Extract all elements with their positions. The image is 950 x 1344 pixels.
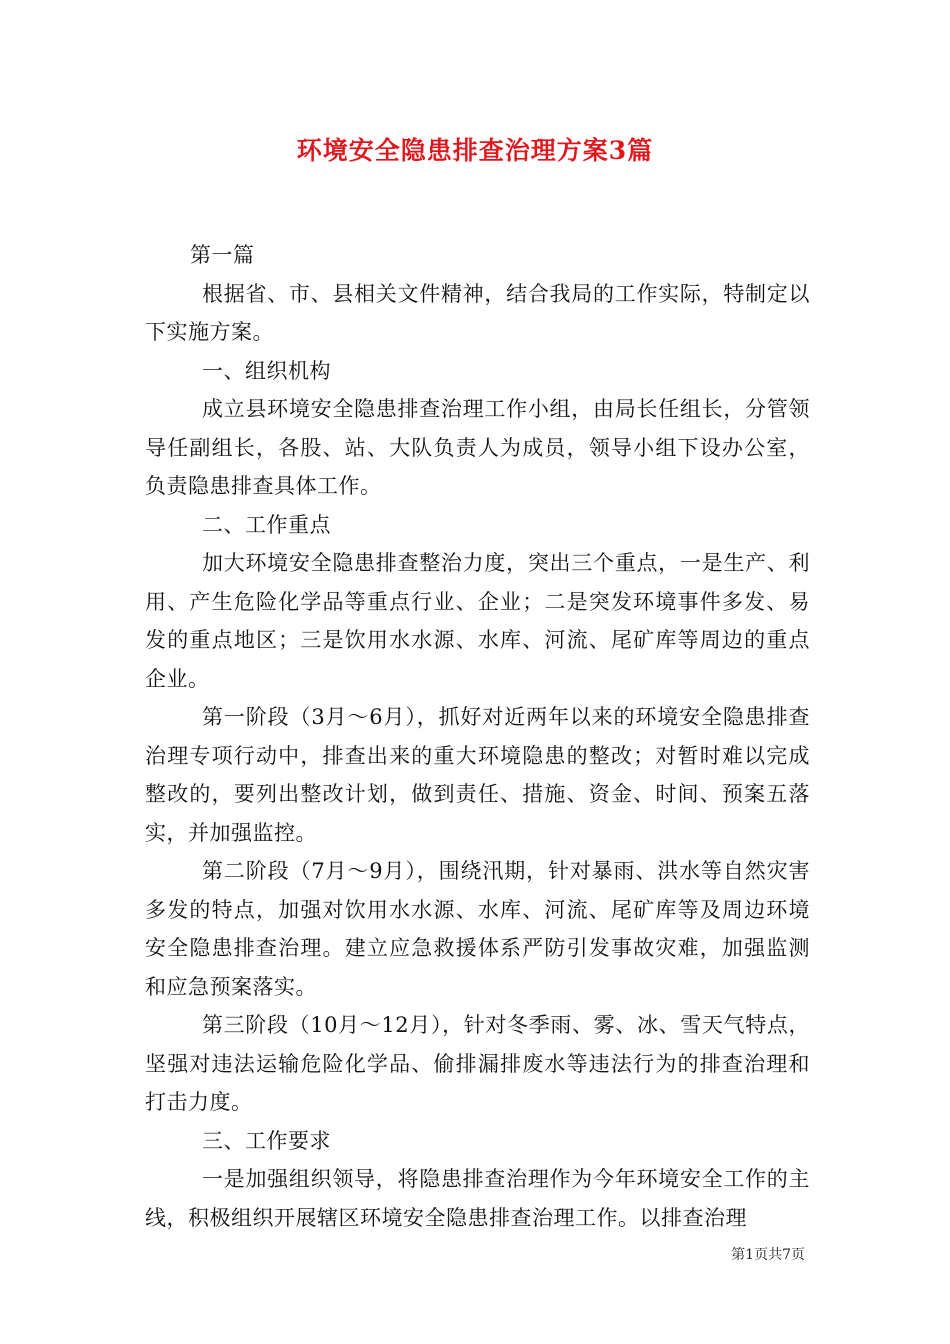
organization-paragraph: 成立县环境安全隐患排查治理工作小组，由局长任组长，分管领导任副组长，各股、站、大队负责人为成员，领导小组下设办公室，负责隐患排查具体工作。 [145, 397, 810, 498]
document-title: 环境安全隐患排查治理方案3篇 [296, 136, 654, 165]
section-heading-organization: 一、组织机构 [202, 358, 331, 383]
phase-one-paragraph: 第一阶段（3月～6月），抓好对近两年以来的环境安全隐患排查治理专项行动中，排查出来的重大环境隐患的整改；对暂时难以完成整改的，要列出整改计划，做到责任、措施、资金、时间、预案五落实，并加强监控。 [145, 705, 810, 845]
part-heading: 第一篇 [190, 243, 255, 267]
phase-two-paragraph: 第二阶段（7月～9月），围绕汛期，针对暴雨、洪水等自然灾害多发的特点，加强对饮用水水源、水库、河流、尾矿库等及周边环境安全隐患排查治理。建立应急救援体系严防引发事故灾难，加强监测和应急预案落实。 [145, 859, 810, 999]
section-heading-requirements: 三、工作要求 [202, 1128, 331, 1153]
phase-three-paragraph: 第三阶段（10月～12月），针对冬季雨、雾、冰、雪天气特点，坚强对违法运输危险化学品、偷排漏排废水等违法行为的排查治理和打击力度。 [145, 1013, 810, 1114]
document-body [145, 236, 810, 1237]
key-work-paragraph: 加大环境安全隐患排查整治力度，突出三个重点，一是生产、利用、产生危险化学品等重点行业、企业；二是突发环境事件多发、易发的重点地区；三是饮用水水源、水库、河流、尾矿库等周边的重点企业。 [145, 551, 810, 691]
requirements-paragraph: 一是加强组织领导，将隐患排查治理作为今年环境安全工作的主线，积极组织开展辖区环境安全隐患排查治理工作。以排查治理 [145, 1167, 810, 1230]
intro-paragraph: 根据省、市、县相关文件精神，结合我局的工作实际，特制定以下实施方案。 [145, 281, 810, 344]
page-number-footer: 第1页共7页 [731, 1247, 805, 1263]
section-heading-key-work: 二、工作重点 [202, 512, 331, 537]
